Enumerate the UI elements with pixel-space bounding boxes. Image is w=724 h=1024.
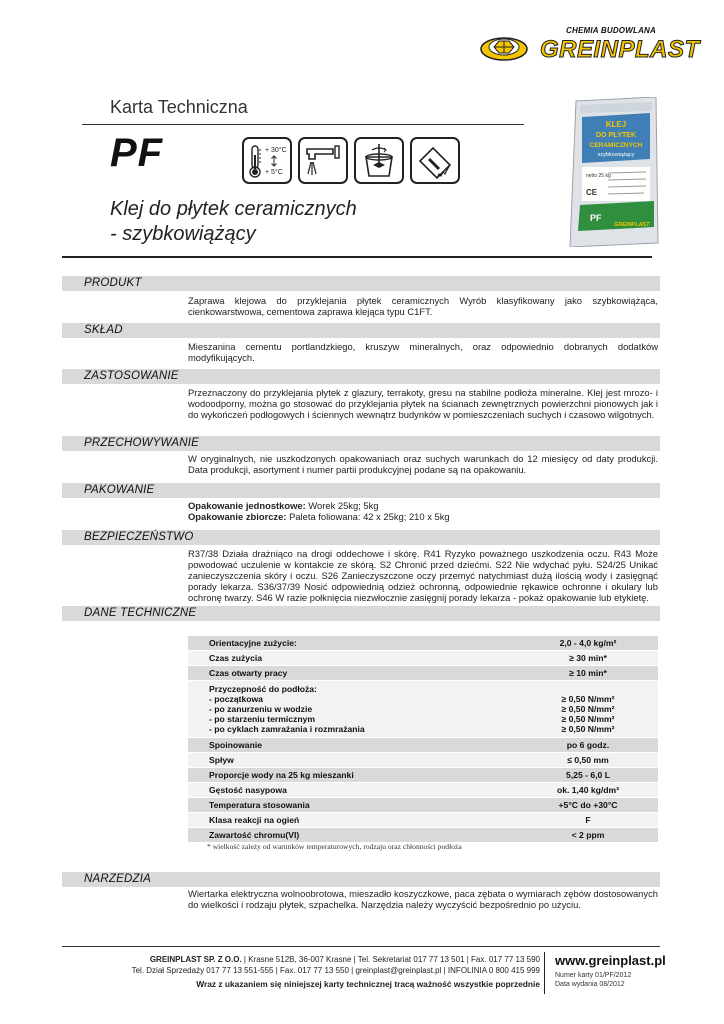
section-title-zastosowanie: ZASTOSOWANIE [84,370,179,382]
website-link[interactable]: www.greinplast.pl [555,953,666,968]
footer-validity-note: Wraz z ukazaniem się niniejszej karty technicznej tracą ważność wszystkie poprzednie [196,979,540,989]
table-row [188,812,658,827]
table-footnote: * wielkość zależy od warunków temperaturowych, rodzaju oraz chłonności podłoża [207,842,462,851]
table-row [188,665,658,680]
adhesion-water: - po zanurzeniu w wodzie [209,704,313,714]
table-cell-value: ≤ 0,50 mm [567,755,609,765]
table-row [188,752,658,767]
table-cell-value: F [585,815,591,825]
document-type: Karta Techniczna [110,97,248,117]
table-row [188,650,658,665]
table-cell-value [518,681,658,737]
footer-line-1 [62,954,540,965]
table-cell-name: Czas otwarty pracy [209,668,288,678]
table-row [188,767,658,782]
section-bar-narzedzia [62,872,660,887]
table-cell-name: Gęstość nasypowa [209,785,287,795]
section-bar-produkt [62,276,660,291]
footer-separator [544,952,545,994]
footer-card-meta [555,972,631,989]
section-body-produkt: Zaprawa klejowa do przyklejania płytek ceramicznych Wyrób klasyfikowany jako szybkowiążąca, cienkowarstwowa, cementowa zaprawa klejąca typu C1FT. [188,295,658,317]
table-cell-value: ≥ 10 min* [569,668,607,678]
bag-subtitle: szybkowiążący [597,152,635,158]
table-row [188,680,658,737]
adhesion-heading: Przyczepność do podłoża: [209,684,317,694]
adhesion-freeze: - po cyklach zamrażania i rozmrażania [209,724,365,734]
product-name-line-1: Klej do płytek ceramicznych [110,198,357,220]
section-title-przechowywanie: PRZECHOWYWANIE [84,437,200,449]
section-title-pakowanie: PAKOWANIE [84,484,155,496]
section-title-bezpieczenstwo: BEZPIECZEŃSTWO [84,531,194,543]
table-row [188,737,658,752]
adhesion-thermal: - po starzeniu termicznym [209,714,316,724]
table-cell-name: Czas zużycia [209,653,263,663]
adhesion-freeze-value: ≥ 0,50 N/mm² [561,724,615,734]
bag-title-line-2: DO PŁYTEK [595,132,637,139]
temp-high-label: + 30°C [265,146,287,154]
card-number: Numer karty 01/PF/2012 [555,972,632,979]
bag-title-line-1: KLEJ [605,120,627,129]
table-cell-value: 2,0 - 4,0 kg/m² [559,638,617,648]
technical-data-table [188,635,658,842]
section-title-produkt: PRODUKT [84,277,142,289]
section-title-sklad: SKŁAD [84,324,123,336]
bag-title-line-3: CERAMICZNYCH [589,142,643,149]
table-row [188,635,658,650]
adhesion-initial: - początkowa [209,694,263,704]
section-body-przechowywanie: W oryginalnych, nie uszkodzonych opakowaniach oraz suchych warunkach do 12 miesięcy od daty produkcji. Data produkcji, asortyment i numer partii produkcyjnej podane są na opakowaniu. [188,453,658,475]
table-cell-name [188,681,518,737]
product-name-line-2: - szybkowiążący [110,223,256,245]
table-cell-value: 5,25 - 6,0 L [566,770,610,780]
product-code: PF [110,131,164,175]
section-body-narzedzia: Wiertarka elektryczna wolnoobrotowa, mieszadło koszyczkowe, paca zębata o wymiarach zębów dostosowanych do wielkości i rodzaju płytek, szpachelka. Narzędzia należy wyczyścić bezpośrednio po użyciu. [188,888,658,910]
product-name [110,197,357,247]
packaging-unit-label: Opakowanie jednostkowe: [188,500,306,511]
adhesion-water-value: ≥ 0,50 N/mm² [561,704,615,714]
table-cell-name: Zawartość chromu(VI) [209,830,300,840]
table-cell-name: Proporcje wody na 25 kg mieszanki [209,770,354,780]
turtle-logo-icon [478,32,530,62]
section-body-sklad: Mieszanina cementu portlandzkiego, kruszyw mineralnych, oraz odpowiednio dobranych dodatków modyfikujących. [188,341,658,363]
section-title-dane: DANE TECHNICZNE [84,607,197,619]
adhesion-initial-value: ≥ 0,50 N/mm² [561,694,615,704]
thermometer-icon [242,137,292,184]
table-cell-name: Orientacyjne zużycie: [209,638,297,648]
table-cell-value: +5°C do +30°C [558,800,618,810]
table-row [188,827,658,842]
section-bar-sklad [62,323,660,338]
adhesion-thermal-value: ≥ 0,50 N/mm² [561,714,615,724]
table-cell-value: < 2 ppm [571,830,605,840]
header-divider [62,256,652,258]
usage-icons [242,137,460,184]
footer-contact [62,954,540,990]
bag-product-code: PF [590,213,602,223]
packaging-bulk-label: Opakowanie zbiorcze: [188,511,287,522]
footer-line-2: Tel. Dział Sprzedaży 017 77 13 551-555 | Fax. 017 77 13 550 | greinplast@greinplast.pl | INFOLINIA 0 800 415 999 [131,966,540,975]
brand-logo [478,26,700,66]
product-bag-image [566,97,660,247]
notched-trowel-icon [410,137,460,184]
table-row [188,782,658,797]
packaging-unit-value: Worek 25kg; 5kg [305,500,379,511]
brand-name: GREINPLAST [540,36,700,63]
footer-company: GREINPLAST SP. Z O.O. [149,955,242,964]
brand-tagline: CHEMIA BUDOWLANA [566,26,657,35]
section-body-zastosowanie: Przeznaczony do przyklejania płytek z glazury, terrakoty, gresu na stabilne podłoża mineralne. Klej jest mrozo- i wodoodporny, można go stosować do przyklejania płytek na ścianach zewnętrznych powierzchni pionowych jak i do wykończeń podłogowych i ściennych wewnątrz budynków w pomieszczeniach suchych i czasowo wilgotnych. [188,387,658,420]
table-cell-value: ≥ 30 min* [569,653,607,663]
bag-brand: GREINPLAST [614,222,650,228]
title-divider [82,124,524,125]
bag-weight: netto 25 kg [586,173,611,179]
table-cell-name: Temperatura stosowania [209,800,310,810]
packaging-bulk-value: Paleta foliowana: 42 x 25kg; 210 x 5kg [286,511,450,522]
footer-divider [62,946,660,947]
table-cell-value: ok. 1,40 kg/dm³ [556,785,620,795]
water-tap-icon [298,137,348,184]
table-cell-name: Spływ [209,755,234,765]
temp-low-label: + 5°C [265,168,283,176]
bag-ce-mark: CE [586,188,598,197]
section-title-narzedzia: NARZEDZIA [84,873,151,885]
table-cell-name: Klasa reakcji na ogień [209,815,300,825]
section-body-bezpieczenstwo: R37/38 Działa drażniąco na drogi oddechowe i skórę. R41 Ryzyko poważnego uszkodzenia oczu. R43 Może powodować uczulenie w kontakcie ze skórą. S2 Chronić przed dziećmi. S22 Nie wdychać pyłu. S24/25 Unikać zanieczyszczenia skóry i oczu. S26 Zanieczyszczone oczy przemyć natychmiast dużą ilością wody i zasięgnąć porady lekarza. S36/37/39 Nosić odpowiednią odzież ochronną, odpowiednie rękawice ochronne i okulary lub ochronę twarzy. S46 W razie połknięcia niezwłocznie zasięgnij porady lekarza - pokaż opakowanie lub etykietę. [188,548,658,603]
table-cell-value: po 6 godz. [566,740,610,750]
packaging-bulk [188,511,658,522]
table-cell-name: Spoinowanie [209,740,262,750]
packaging-unit [188,500,658,511]
mixing-bucket-icon [354,137,404,184]
table-row [188,797,658,812]
section-body-pakowanie [188,500,658,522]
footer-address: | Krasne 512B, 36-007 Krasne | Tel. Sekretariat 017 77 13 501 | Fax. 017 77 13 590 [241,955,540,964]
issue-date: Data wydania 08/2012 [555,980,625,988]
